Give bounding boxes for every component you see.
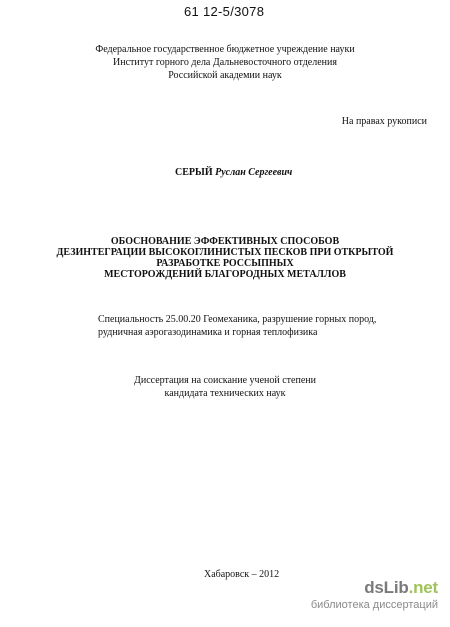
- title-line-1: ОБОСНОВАНИЕ ЭФФЕКТИВНЫХ СПОСОБОВ: [110, 236, 340, 247]
- watermark-logo-main: dsLib: [364, 578, 409, 597]
- archive-code: 61 12-5/3078: [184, 4, 265, 19]
- degree-line-2: кандидата технических наук: [164, 388, 286, 399]
- dslib-watermark[interactable]: [311, 578, 438, 611]
- title-line-3: РАЗРАБОТКЕ РОССЫПНЫХ: [156, 258, 294, 269]
- institution-line-2: Институт горного дела Дальневосточного отделения: [113, 57, 337, 68]
- author-given-names: Руслан Сергеевич: [215, 167, 293, 178]
- thesis-title: [0, 236, 450, 280]
- city-year: Хабаровск – 2012: [204, 569, 280, 580]
- watermark-subtitle: библиотека диссертаций: [310, 599, 438, 611]
- institution-block: [0, 43, 450, 82]
- degree-line-1: Диссертация на соискание ученой степени: [134, 375, 316, 386]
- author-surname: СЕРЫЙ: [175, 167, 213, 178]
- specialty-line-1: Специальность 25.00.20 Геомеханика, разрушение горных пород,: [98, 314, 377, 325]
- rights-note: На правах рукописи: [341, 116, 427, 127]
- watermark-logo-suffix: .net: [408, 578, 438, 597]
- specialty-line-2: рудничная аэрогазодинамика и горная теплофизика: [98, 327, 318, 338]
- degree-statement: [0, 374, 450, 400]
- institution-line-1: Федеральное государственное бюджетное учреждение науки: [95, 44, 355, 55]
- author-name: [175, 167, 292, 178]
- title-line-2: ДЕЗИНТЕГРАЦИИ ВЫСОКОГЛИНИСТЫХ ПЕСКОВ ПРИ ОТКРЫТОЙ: [56, 247, 394, 258]
- specialty-block: [98, 313, 376, 339]
- watermark-logo: [311, 578, 438, 598]
- title-line-4: МЕСТОРОЖДЕНИЙ БЛАГОРОДНЫХ МЕТАЛЛОВ: [104, 269, 346, 280]
- institution-line-3: Российской академии наук: [168, 70, 282, 81]
